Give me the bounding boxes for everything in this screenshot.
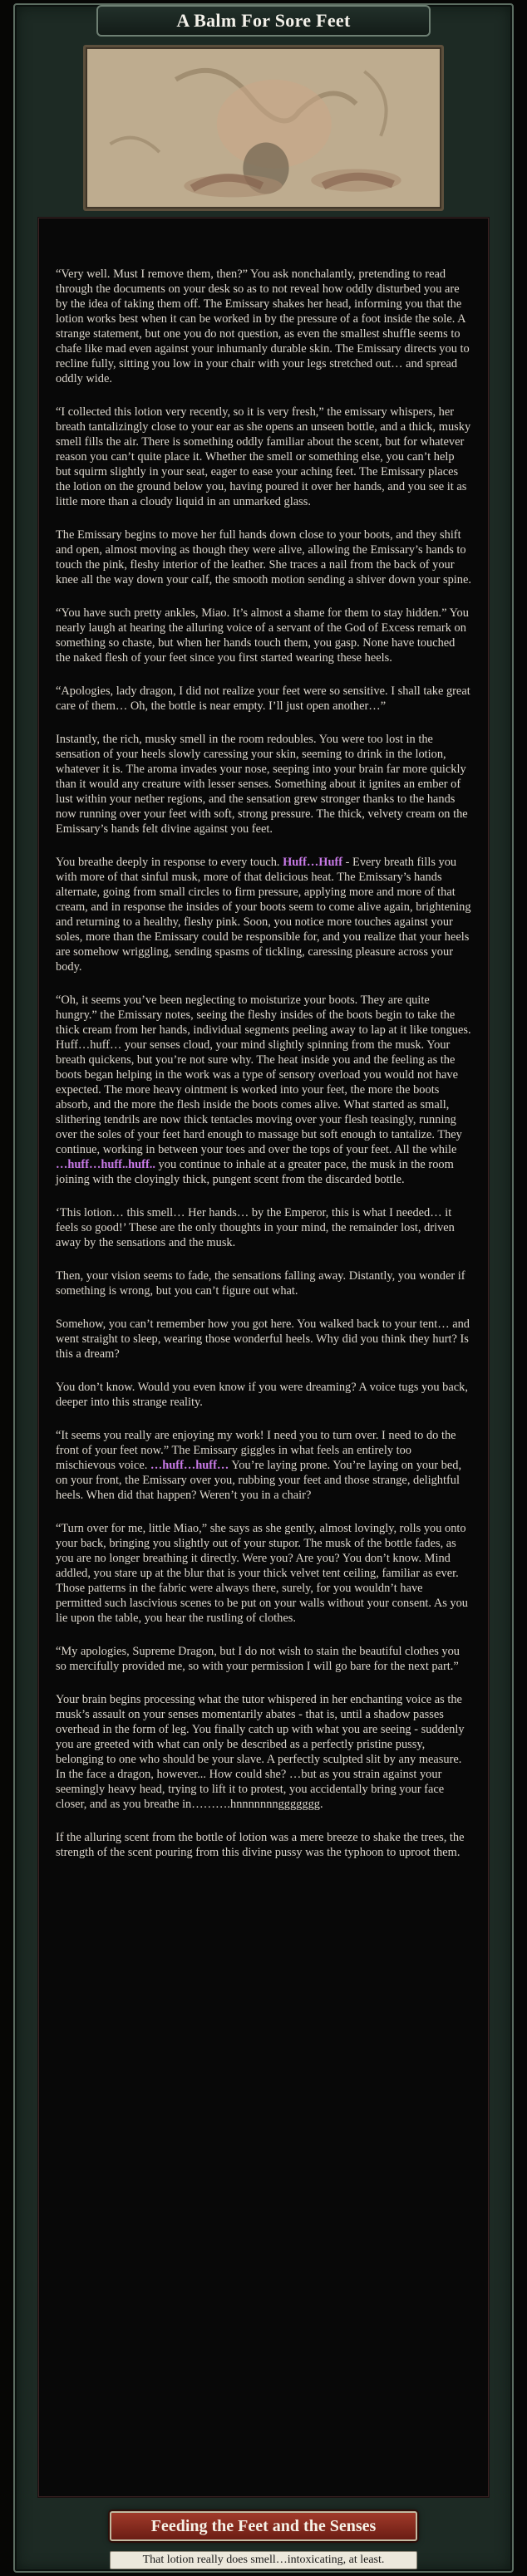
- page-title: A Balm For Sore Feet: [176, 10, 351, 31]
- story-paragraph: [56, 993, 471, 1187]
- caption-text: That lotion really does smell…intoxicating, at least.: [142, 2554, 385, 2566]
- emphasis-text: …huff…huff…: [150, 1459, 229, 1472]
- paragraph-text: ‘This lotion… this smell… Her hands… by the Emperor, this is what I needed… it feels so good!’ These are the only thoughts in your mind, the remainder lost, driven away by the sensations and the musk.: [56, 1206, 455, 1249]
- scene-illustration: [83, 45, 444, 211]
- paragraph-text: “Turn over for me, little Miao,” she says as she gently, almost lovingly, rolls you onto your back, bringing you slightly out of your stupor. The musk of the bottle fades, as you are no longer breathing it directly. Were you? Are you? You don’t know. Mind addled, you stare up at the blur that is your thick velvet tent ceiling, familiar as ever. Those patterns in the fabric were always there, surely, for you wouldn’t have permitted such lascivious scenes to be put on your walls without your consent. As you lie upon the table, you hear the rustling of clothes.: [56, 1522, 469, 1625]
- paragraph-text: Your brain begins processing what the tutor whispered in her enchanting voice as the musk’s assault on your senses momentarily abates - that is, until a shadow passes overhead in the form of leg. You finally catch up with what you are seeing - suddenly you are greeted with what can only be described as a perfectly pristine pussy, belonging to one who should be your slave. A perfectly sculpted slit by any measure. In the face a dragon, however... How could she? …but as you strain against your seemingly heavy head, trying to lift it to protest, you accidentally bring your face closer, and as you breathe in……….hnnnnnnnggggggg.: [56, 1693, 465, 1811]
- story-paragraph: [56, 1428, 471, 1503]
- story-paragraph: [56, 1692, 471, 1812]
- paragraph-text: - Every breath fills you with more of that sinful musk, more of that delicious heat. The Emissary’s hands alternate, going from small circles to firm pressure, applying more and more of that cream, and in response the insides of your boots seem to come alive again, brightening and returning to a healthy, fleshy pink. Soon, you notice more touches against your soles, more than the Emissary could be responsible for, and you realize that your heels are somehow wriggling, sending spasms of tickling, caressing pleasure across your body.: [56, 856, 471, 974]
- story-paragraph: [56, 1317, 471, 1362]
- story-paragraph: [56, 855, 471, 974]
- story-paragraph: [56, 606, 471, 665]
- paragraph-text: “It seems you really are enjoying my work! I need you to turn over. I need to do the front of your feet now.” The Emissary giggles in what feels an entirely too mischievous voice.: [56, 1429, 456, 1472]
- paragraph-text: “Oh, it seems you’ve been neglecting to moisturize your boots. They are quite hungry.” the Emissary notes, seeing the fleshy insides of the boots begin to take the thick cream from her hands, individual segments peeling away to lap at it like tongues. Huff…huff… your senses cloud, your mind slightly spinning from the musk. Your breath quickens, but you’re not sure why. The heat inside you and the feeling as the boots began helping in the work was a type of sensory overload you would not have expected. The more heavy ointment is worked into your feet, the more the boots absorb, and the more the flesh inside the boots comes alive. What started as small, slithering tendrils are now thick tentacles moving over your flesh teasingly, running over the soles of your feet hard enough to massage but soft enough to tantalize. They continue, working in between your toes and over the tops of your feet. All the while: [56, 994, 471, 1156]
- story-paragraph: [56, 732, 471, 837]
- paragraph-text: You breathe deeply in response to every touch.: [56, 856, 283, 869]
- paragraph-text: If the alluring scent from the bottle of lotion was a mere breeze to shake the trees, the strength of the scent pouring from this divine pussy was the typhoon to uproot them.: [56, 1831, 465, 1859]
- paragraph-text: The Emissary begins to move her full hands down close to your boots, and they shift and open, almost moving as though they were alive, allowing the Emissary’s hands to touch the pink, fleshy interior of the leather. She traces a nail from the back of your knee all the way down your calf, the smooth motion sending a shiver down your spine.: [56, 528, 471, 586]
- emphasis-text: Huff…Huff: [283, 856, 343, 869]
- story-paragraph: [56, 1380, 471, 1410]
- paragraph-text: you continue to inhale at a greater pace, the musk in the room joining with the cloyingly thick, pungent scent from the discarded bottle.: [56, 1158, 454, 1186]
- paragraph-text: You don’t know. Would you even know if you were dreaming? A voice tugs you back, deeper into this strange reality.: [56, 1381, 468, 1409]
- story-text-panel: [38, 218, 489, 2497]
- story-paragraph: [56, 1205, 471, 1250]
- title-banner: [96, 5, 431, 37]
- caption-tooltip: [110, 2551, 417, 2569]
- paragraph-text: “My apologies, Supreme Dragon, but I do not wish to stain the beautiful clothes you so mercifully provided me, so with your permission I will go bare for the next part.”: [56, 1645, 461, 1673]
- paragraph-text: “Apologies, lady dragon, I did not realize your feet were so sensitive. I shall take great care of them… Oh, the bottle is near empty. I’ll just open another…”: [56, 684, 470, 713]
- story-paragraph: [56, 527, 471, 587]
- paragraph-text: You’re laying prone. You’re laying on your bed, on your front, the Emissary over you, rubbing your feet and those strange, delightful heels. When did that happen? Weren’t you in a chair?: [56, 1459, 462, 1502]
- paragraph-text: Then, your vision seems to fade, the sensations falling away. Distantly, you wonder if something is wrong, but you can’t figure out what.: [56, 1269, 465, 1298]
- paragraph-text: Somehow, you can’t remember how you got here. You walked back to your tent… and went straight to sleep, wearing those wonderful heels. Why did you think they hurt? Is this a dream?: [56, 1317, 470, 1361]
- choice-button-label: Feeding the Feet and the Senses: [150, 2516, 377, 2535]
- choice-button[interactable]: [110, 2511, 417, 2541]
- illustration-art: [86, 47, 441, 209]
- paragraph-text: “Very well. Must I remove them, then?” You ask nonchalantly, pretending to read through the documents on your desk so as to not reveal how oddly disturbed you are by the idea of taking them off. The Emissary shakes her head, informing you that the lotion works best when it can be worked in by the pressure of a foot inside the sole. A strange statement, but one you do not question, as even the smallest shuffle seems to chafe like mad even against your inhumanly durable skin. The Emissary directs you to recline fully, sitting you low in your chair with your legs stretched out… and spread oddly wide.: [56, 267, 470, 385]
- paragraph-text: Instantly, the rich, musky smell in the room redoubles. You were too lost in the sensation of your heels slowly caressing your skin, seeming to drink in the lotion, whatever it is. The aroma invades your nose, seeping into your brain far more quickly than it would any creature with lesser senses. Something about it ignites an ember of lust within your nether regions, and the sensation grew stronger thanks to the hands now running over your feet with soft, strong pressure. The thick, velvety cream on the Emissary’s hands felt divine against you feet.: [56, 733, 468, 836]
- emphasis-text: …huff…huff..huff..: [56, 1158, 155, 1171]
- story-paragraph: [56, 1521, 471, 1626]
- story-paragraph: [56, 684, 471, 714]
- story-paragraph: [56, 405, 471, 509]
- paragraph-text: “I collected this lotion very recently, so it is very fresh,” the emissary whispers, her breath tantalizingly close to your ear as she opens an unseen bottle, and a thick, musky smell fills the air. There is something oddly familiar about the scent, but for whatever reason you can’t quite place it. Whether the smell or something else, you can’t help but squirm slightly in your seat, eager to ease your aching feet. The Emissary places the lotion on the ground below you, having poured it over her hands, and you see it as little more than a cloudy liquid in an unmarked glass.: [56, 405, 471, 508]
- story-paragraph: [56, 1830, 471, 1860]
- paragraph-text: “You have such pretty ankles, Miao. It’s almost a shame for them to stay hidden.” You nearly laugh at hearing the alluring voice of a servant of the God of Excess remark on something so chaste, but when her hands touch them, you gasp. None have touched the naked flesh of your feet since you first started wearing these heels.: [56, 606, 469, 665]
- story-paragraph: [56, 1268, 471, 1298]
- story-paragraph: [56, 267, 471, 386]
- story-paragraph: [56, 1644, 471, 1674]
